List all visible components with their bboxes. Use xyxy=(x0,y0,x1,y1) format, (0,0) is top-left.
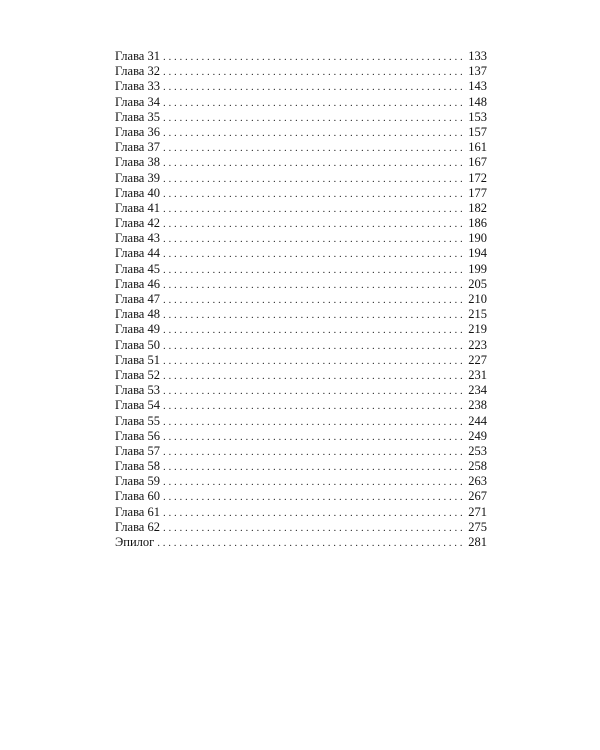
toc-dot-leader xyxy=(163,263,465,278)
toc-entry xyxy=(115,474,487,489)
toc-entry-page-number: 143 xyxy=(468,79,487,94)
toc-entry xyxy=(115,383,487,398)
toc-entry-label: Глава 33 xyxy=(115,79,160,94)
toc-entry-page-number: 194 xyxy=(468,246,487,261)
toc-entry xyxy=(115,262,487,277)
toc-entry-page-number: 186 xyxy=(468,216,487,231)
toc-entry xyxy=(115,535,487,550)
toc-entry xyxy=(115,322,487,337)
toc-entry-page-number: 253 xyxy=(468,443,487,458)
toc-entry-page-number: 231 xyxy=(468,367,487,382)
toc-entry-label: Глава 59 xyxy=(115,474,160,489)
toc-entry-label: Глава 31 xyxy=(115,49,160,63)
toc-entry-label: Глава 58 xyxy=(115,459,160,474)
toc-entry xyxy=(115,201,487,216)
table-of-contents xyxy=(115,49,487,550)
toc-dot-leader xyxy=(163,521,465,536)
toc-entry xyxy=(115,110,487,125)
toc-entry-page-number: 227 xyxy=(468,352,487,367)
toc-entry-page-number: 275 xyxy=(468,519,487,534)
toc-dot-leader xyxy=(163,126,465,141)
toc-dot-leader xyxy=(163,96,465,111)
toc-entry-page-number: 223 xyxy=(468,337,487,352)
toc-dot-leader xyxy=(157,536,465,551)
toc-dot-leader xyxy=(163,247,465,262)
toc-entry-label: Глава 60 xyxy=(115,489,160,504)
toc-entry-label: Глава 46 xyxy=(115,276,160,291)
toc-entry-label: Глава 32 xyxy=(115,64,160,79)
toc-entry-label: Глава 56 xyxy=(115,428,160,443)
toc-entry-label: Глава 45 xyxy=(115,261,160,276)
toc-entry-page-number: 177 xyxy=(468,185,487,200)
toc-entry-label: Глава 51 xyxy=(115,352,160,367)
toc-dot-leader xyxy=(163,399,465,414)
toc-dot-leader xyxy=(163,490,465,505)
toc-entry-label: Глава 50 xyxy=(115,337,160,352)
toc-entry xyxy=(115,95,487,110)
toc-entry xyxy=(115,307,487,322)
toc-entry-label: Эпилог xyxy=(115,535,155,549)
toc-entry xyxy=(115,125,487,140)
toc-dot-leader xyxy=(163,172,465,187)
toc-dot-leader xyxy=(163,308,465,323)
toc-entry-page-number: 172 xyxy=(468,170,487,185)
toc-entry xyxy=(115,140,487,155)
toc-entry-page-number: 219 xyxy=(468,322,487,337)
toc-dot-leader xyxy=(163,323,465,338)
toc-dot-leader xyxy=(163,354,465,369)
toc-entry-page-number: 258 xyxy=(468,459,487,474)
toc-entry-label: Глава 41 xyxy=(115,200,160,215)
toc-entry-page-number: 263 xyxy=(468,474,487,489)
toc-entry xyxy=(115,171,487,186)
toc-entry-page-number: 161 xyxy=(468,140,487,155)
toc-entry-label: Глава 39 xyxy=(115,170,160,185)
toc-entry-label: Глава 47 xyxy=(115,292,160,306)
toc-entry-label: Глава 34 xyxy=(115,94,160,109)
toc-dot-leader xyxy=(163,80,465,95)
toc-entry xyxy=(115,353,487,368)
toc-entry-label: Глава 62 xyxy=(115,519,160,534)
toc-dot-leader xyxy=(163,430,465,445)
toc-dot-leader xyxy=(163,50,465,65)
toc-entry xyxy=(115,398,487,413)
toc-entry-label: Глава 37 xyxy=(115,140,160,155)
toc-entry-page-number: 271 xyxy=(468,504,487,519)
toc-dot-leader xyxy=(163,111,465,126)
toc-entry-label: Глава 40 xyxy=(115,185,160,200)
toc-entry-label: Глава 44 xyxy=(115,246,160,261)
toc-entry-page-number: 238 xyxy=(468,398,487,413)
toc-entry-label: Глава 53 xyxy=(115,383,160,398)
toc-entry xyxy=(115,277,487,292)
toc-entry-page-number: 210 xyxy=(468,292,487,306)
toc-entry xyxy=(115,444,487,459)
toc-entry-page-number: 281 xyxy=(468,535,487,549)
toc-entry-page-number: 267 xyxy=(468,489,487,504)
toc-dot-leader xyxy=(163,217,465,232)
toc-dot-leader xyxy=(163,187,465,202)
toc-dot-leader xyxy=(163,475,465,490)
toc-entry xyxy=(115,216,487,231)
toc-entry-page-number: 148 xyxy=(468,94,487,109)
toc-entry-label: Глава 54 xyxy=(115,398,160,413)
toc-dot-leader xyxy=(163,445,465,460)
toc-entry-label: Глава 36 xyxy=(115,124,160,139)
toc-dot-leader xyxy=(163,156,465,171)
toc-entry-page-number: 167 xyxy=(468,155,487,170)
toc-entry xyxy=(115,414,487,429)
toc-entry-page-number: 157 xyxy=(468,124,487,139)
toc-entry xyxy=(115,231,487,246)
toc-entry-label: Глава 38 xyxy=(115,155,160,170)
toc-entry xyxy=(115,368,487,383)
toc-entry-page-number: 205 xyxy=(468,276,487,291)
toc-entry xyxy=(115,489,487,504)
toc-entry-label: Глава 57 xyxy=(115,443,160,458)
toc-dot-leader xyxy=(163,278,465,293)
toc-entry-label: Глава 48 xyxy=(115,307,160,322)
toc-dot-leader xyxy=(163,141,465,156)
toc-dot-leader xyxy=(163,460,465,475)
toc-dot-leader xyxy=(163,202,465,217)
toc-entry-label: Глава 61 xyxy=(115,504,160,519)
toc-entry xyxy=(115,155,487,170)
toc-dot-leader xyxy=(163,232,465,247)
toc-dot-leader xyxy=(163,65,465,80)
toc-entry xyxy=(115,520,487,535)
toc-dot-leader xyxy=(163,506,465,521)
toc-entry-label: Глава 42 xyxy=(115,216,160,231)
toc-entry-page-number: 137 xyxy=(468,64,487,79)
toc-entry xyxy=(115,246,487,261)
toc-dot-leader xyxy=(163,415,465,430)
toc-dot-leader xyxy=(163,293,465,308)
toc-entry xyxy=(115,292,487,307)
toc-entry xyxy=(115,338,487,353)
toc-entry-page-number: 199 xyxy=(468,261,487,276)
toc-entry-page-number: 133 xyxy=(468,49,487,63)
toc-entry xyxy=(115,459,487,474)
toc-entry-page-number: 215 xyxy=(468,307,487,322)
toc-entry xyxy=(115,505,487,520)
toc-entry-label: Глава 49 xyxy=(115,322,160,337)
toc-entry xyxy=(115,429,487,444)
toc-entry-label: Глава 55 xyxy=(115,413,160,428)
toc-entry xyxy=(115,186,487,201)
toc-entry-page-number: 153 xyxy=(468,109,487,124)
toc-dot-leader xyxy=(163,339,465,354)
toc-entry-page-number: 190 xyxy=(468,231,487,246)
toc-entry xyxy=(115,64,487,79)
toc-entry-label: Глава 52 xyxy=(115,367,160,382)
toc-entry xyxy=(115,49,487,64)
toc-entry-label: Глава 35 xyxy=(115,109,160,124)
toc-dot-leader xyxy=(163,384,465,399)
toc-entry-label: Глава 43 xyxy=(115,231,160,246)
toc-entry-page-number: 244 xyxy=(468,413,487,428)
toc-entry-page-number: 182 xyxy=(468,200,487,215)
toc-dot-leader xyxy=(163,369,465,384)
toc-entry xyxy=(115,79,487,94)
toc-entry-page-number: 234 xyxy=(468,383,487,398)
toc-entry-page-number: 249 xyxy=(468,428,487,443)
